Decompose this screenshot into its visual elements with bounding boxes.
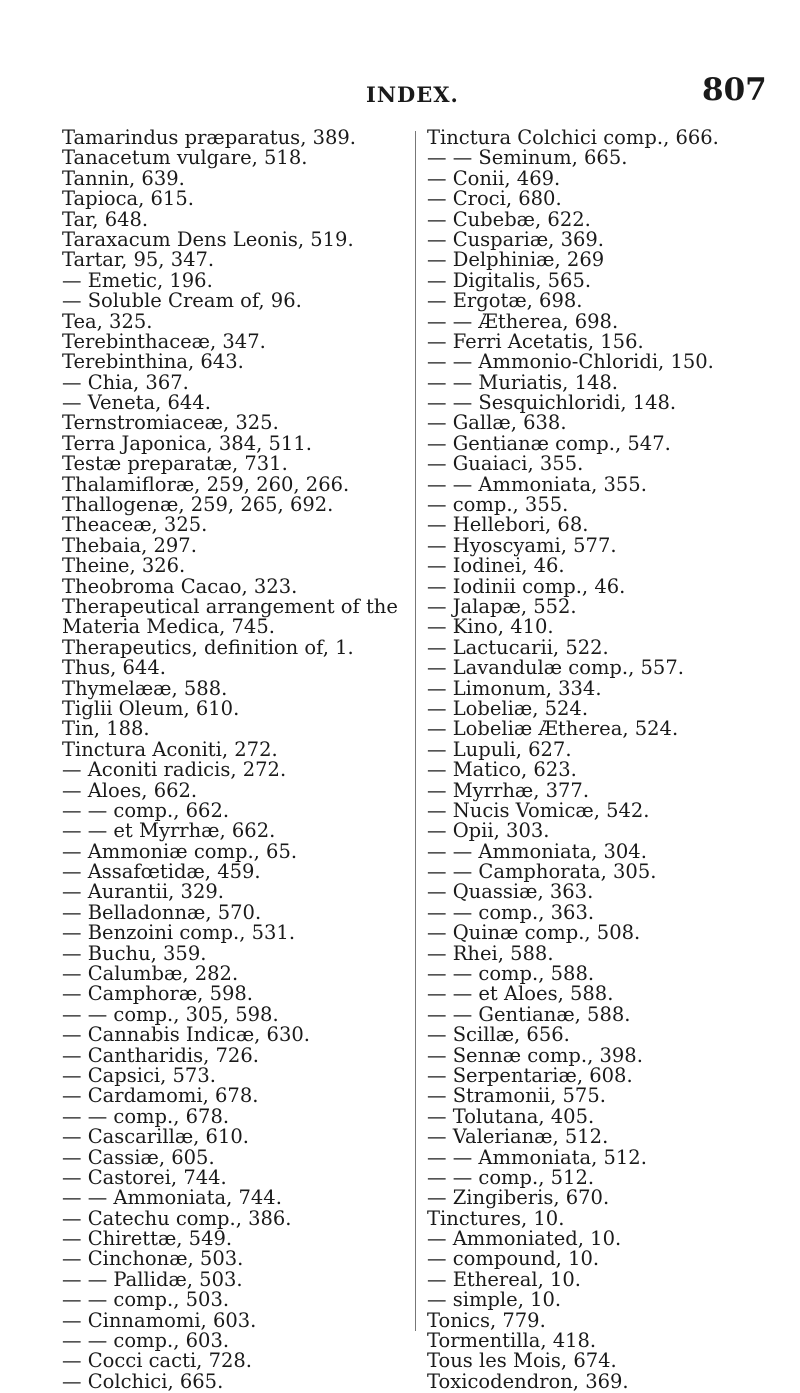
index-column-left [62, 126, 398, 1393]
index-entry: Tar, 648. [62, 207, 149, 231]
index-entry: — Calumbæ, 282. [62, 962, 239, 986]
index-entry: — — Ammoniata, 304. [427, 839, 647, 863]
index-entry: — Cassiæ, 605. [62, 1145, 215, 1169]
index-entry: — Digitalis, 565. [427, 268, 592, 292]
index-entry: — Scillæ, 656. [427, 1023, 570, 1047]
index-entry: — Ethereal, 10. [427, 1267, 582, 1291]
index-entry: — Opii, 303. [427, 819, 550, 843]
index-entry: — — comp., 503. [62, 1288, 230, 1312]
index-entry: — compound, 10. [427, 1247, 600, 1271]
index-entry: Terra Japonica, 384, 511. [62, 431, 312, 455]
index-entry: Tea, 325. [62, 309, 153, 333]
index-entry: — Ferri Acetatis, 156. [427, 329, 644, 353]
index-entry: — — Pallidæ, 503. [62, 1267, 243, 1291]
index-entry: Therapeutical arrangement of the [62, 594, 398, 618]
index-entry: — — comp., 588. [427, 962, 595, 986]
index-entry: Terebinthina, 643. [62, 350, 244, 374]
index-entry: — Croci, 680. [427, 187, 562, 211]
index-column-right [427, 128, 767, 1392]
index-entry: — simple, 10. [427, 1288, 562, 1312]
index-entry: — Chirettæ, 549. [62, 1227, 233, 1251]
index-entry: Theine, 326. [62, 554, 186, 578]
index-entry: — Ergotæ, 698. [427, 289, 583, 313]
index-entry: Thalamifloræ, 259, 260, 266. [62, 472, 350, 496]
index-entry: — Cardamomi, 678. [62, 1084, 259, 1108]
index-entry: — Tolutana, 405. [427, 1104, 595, 1128]
index-entry: — Jalapæ, 552. [427, 594, 577, 618]
index-entry: — Quinæ comp., 508. [427, 921, 641, 945]
index-entry: Thus, 644. [62, 656, 166, 680]
page-header [0, 72, 800, 112]
index-entry: Tanacetum vulgare, 518. [62, 146, 308, 170]
index-entry: — Kino, 410. [427, 615, 554, 639]
index-entry: Theaceæ, 325. [62, 513, 208, 537]
index-entry: — Gentianæ comp., 547. [427, 431, 671, 455]
index-entry: — Buchu, 359. [62, 941, 207, 965]
index-entry: — Cocci cacti, 728. [62, 1349, 252, 1373]
index-entry: — Belladonnæ, 570. [62, 900, 262, 924]
index-entry: Therapeutics, definition of, 1. [62, 635, 354, 659]
index-entry: Materia Medica, 745. [62, 615, 275, 639]
index-entry: — Nucis Vomicæ, 542. [427, 798, 650, 822]
index-entry: — — et Myrrhæ, 662. [62, 819, 276, 843]
index-entry: Tous les Mois, 674. [427, 1349, 617, 1373]
index-entry: — Aconiti radicis, 272. [62, 758, 287, 782]
index-entry: — — Ammoniata, 744. [62, 1186, 282, 1210]
index-entry: — Cinnamomi, 603. [62, 1308, 257, 1332]
index-entry: — Cantharidis, 726. [62, 1043, 259, 1067]
index-entry: — — Sesquichloridi, 148. [427, 391, 677, 415]
index-entry: — Delphiniæ, 269 [427, 248, 605, 272]
index-entry: — — et Aloes, 588. [427, 982, 614, 1006]
index-entry: Testæ preparatæ, 731. [62, 452, 288, 476]
index-entry: — Camphoræ, 598. [62, 982, 253, 1006]
index-entry: — Lobeliæ, 524. [427, 696, 589, 720]
index-entry: Theobroma Cacao, 323. [62, 574, 298, 598]
index-entry: Tormentilla, 418. [427, 1329, 597, 1353]
index-entry: Tamarindus præparatus, 389. [62, 126, 357, 149]
index-entry: — Hyoscyami, 577. [427, 533, 617, 557]
index-entry: Tinctura Aconiti, 272. [62, 737, 278, 761]
index-entry: Thallogenæ, 259, 265, 692. [62, 493, 334, 517]
index-entry: — — comp., 662. [62, 798, 230, 822]
index-entry: — — comp., 512. [427, 1165, 595, 1189]
index-entry: — — comp., 305, 598. [62, 1002, 279, 1026]
index-entry: — Myrrhæ, 377. [427, 778, 590, 802]
index-entry: — Aloes, 662. [62, 778, 198, 802]
index-entry: — Castorei, 744. [62, 1165, 227, 1189]
index-entry: — Zingiberis, 670. [427, 1186, 610, 1210]
running-title: INDEX. [366, 82, 459, 107]
index-entry: Tapioca, 615. [62, 187, 194, 211]
index-entry: Tinctura Colchici comp., 666. [427, 126, 719, 149]
index-entry: — Valerianæ, 512. [427, 1125, 609, 1149]
index-entry: Ternstromiaceæ, 325. [62, 411, 279, 435]
index-entry: — — Ætherea, 698. [427, 309, 619, 333]
index-entry: — Guaiaci, 355. [427, 452, 584, 476]
index-entry: — Cubebæ, 622. [427, 207, 591, 231]
index-entry: — Iodinii comp., 46. [427, 574, 626, 598]
index-entry: — Lactucarii, 522. [427, 635, 609, 659]
index-entry: — Cuspariæ, 369. [427, 227, 604, 251]
index-entry: — Quassiæ, 363. [427, 880, 594, 904]
index-entry: Tiglii Oleum, 610. [62, 696, 240, 720]
index-entry: Tannin, 639. [62, 166, 185, 190]
index-entry: — Colchici, 665. [62, 1369, 224, 1393]
index-entry: — Sennæ comp., 398. [427, 1043, 643, 1067]
index-entry: — — comp., 363. [427, 900, 595, 924]
index-entry: Toxicodendron, 369. [427, 1369, 629, 1393]
index-entry: Tonics, 779. [427, 1308, 546, 1332]
index-entry: — — comp., 678. [62, 1104, 230, 1128]
index-entry: — Serpentariæ, 608. [427, 1063, 633, 1087]
index-entry: Tin, 188. [62, 717, 150, 741]
index-entry: — Ammoniæ comp., 65. [62, 839, 298, 863]
index-entry: — Aurantii, 329. [62, 880, 224, 904]
index-entry: — Iodinei, 46. [427, 554, 565, 578]
index-entry: — Conii, 469. [427, 166, 561, 190]
index-entry: Thebaia, 297. [62, 533, 197, 557]
index-entry: — Veneta, 644. [62, 391, 211, 415]
index-entry: — Limonum, 334. [427, 676, 602, 700]
index-entry: — — Ammoniata, 355. [427, 472, 647, 496]
index-entry: — — Camphorata, 305. [427, 860, 657, 884]
index-entry: — Matico, 623. [427, 758, 577, 782]
index-entry: — Capsici, 573. [62, 1063, 216, 1087]
index-entry: — Emetic, 196. [62, 268, 213, 292]
index-entry: — Benzoini comp., 531. [62, 921, 296, 945]
index-entry: — comp., 355. [427, 493, 569, 517]
index-entry: — — Ammonio-Chloridi, 150. [427, 350, 714, 374]
index-entry: — — Gentianæ, 588. [427, 1002, 631, 1026]
column-divider [415, 131, 416, 1331]
index-entry: Terebinthaceæ, 347. [62, 329, 266, 353]
index-entry: — Chia, 367. [62, 370, 189, 394]
index-entry: — Soluble Cream of, 96. [62, 289, 302, 313]
index-entry: Tinctures, 10. [427, 1206, 565, 1230]
index-entry: — Cascarillæ, 610. [62, 1125, 249, 1149]
index-entry: — — Ammoniata, 512. [427, 1145, 647, 1169]
index-entry: — Catechu comp., 386. [62, 1206, 292, 1230]
index-entry: — Assafœtidæ, 459. [62, 860, 261, 884]
index-entry: — Ammoniated, 10. [427, 1227, 622, 1251]
index-entry: — Lavandulæ comp., 557. [427, 656, 684, 680]
index-entry: — Gallæ, 638. [427, 411, 567, 435]
index-entry: — — Muriatis, 148. [427, 370, 619, 394]
index-entry: — Hellebori, 68. [427, 513, 589, 537]
index-entry: — Cannabis Indicæ, 630. [62, 1023, 310, 1047]
index-entry: — Stramonii, 575. [427, 1084, 606, 1108]
index-entry: Thymelææ, 588. [62, 676, 228, 700]
index-entry: — Lobeliæ Ætherea, 524. [427, 717, 679, 741]
index-entry: Tartar, 95, 347. [62, 248, 215, 272]
index-entry: — Cinchonæ, 503. [62, 1247, 244, 1271]
index-entry: Taraxacum Dens Leonis, 519. [62, 227, 354, 251]
index-entry: — — Seminum, 665. [427, 146, 628, 170]
index-entry: — Rhei, 588. [427, 941, 554, 965]
page-number: 807 [702, 72, 767, 108]
index-entry: — — comp., 603. [62, 1329, 230, 1353]
index-entry: — Lupuli, 627. [427, 737, 572, 761]
